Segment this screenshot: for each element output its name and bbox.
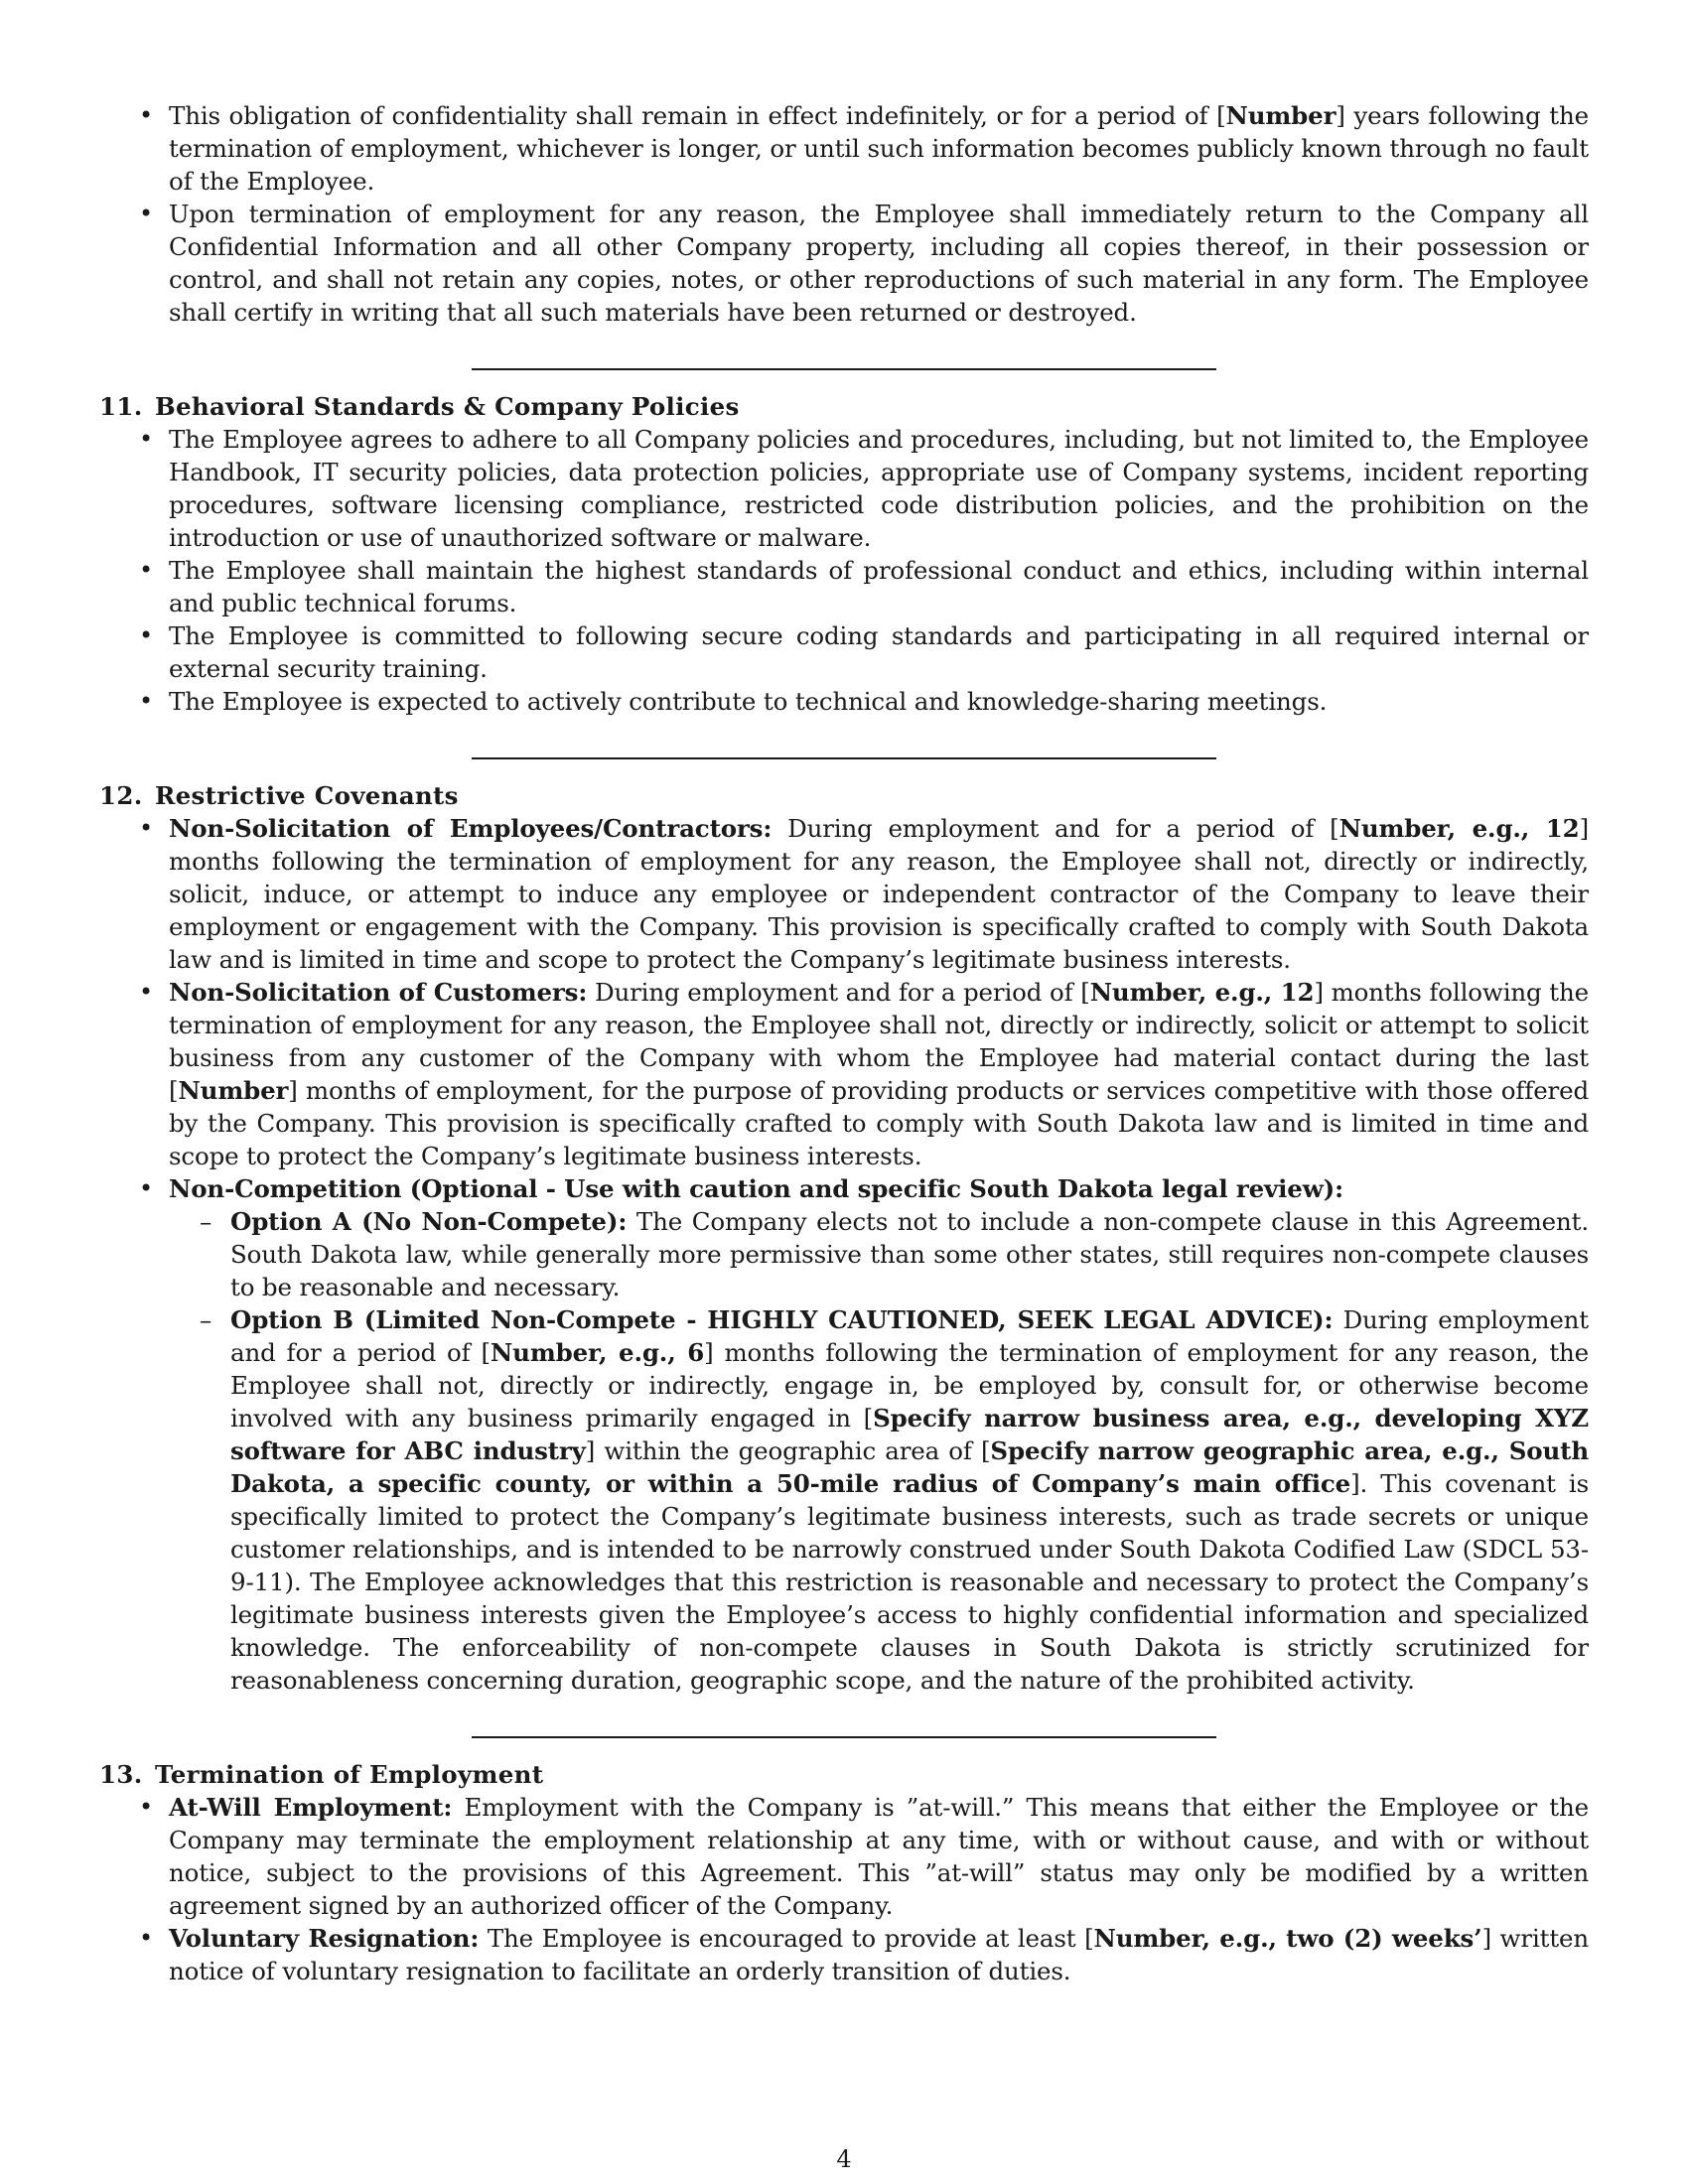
section-11-bullet-list <box>99 423 1589 718</box>
non-compete-options-list <box>169 1205 1589 1697</box>
section-12-bullet-list <box>99 812 1589 1697</box>
list-item: – Option A (No Non-Compete): The Company elects not to include a non-compete clause in this Agreement. South Dakota law, while generally more permissive than some other states, still requires non-compete clauses to be reasonable and necessary. <box>230 1205 1589 1303</box>
section-13-heading <box>99 1758 1589 1791</box>
list-item: • Non-Solicitation of Employees/Contractors: During employment and for a period of [Number, e.g., 12] months following the termination of employment for any reason, the Employee shall not, directly or indirectly, solicit, induce, or attempt to induce any employee or independent contractor of the Company to leave their employment or engagement with the Company. This provision is specifically crafted to comply with South Dakota law and is limited in time and scope to protect the Company’s legitimate business interests. <box>169 812 1589 976</box>
list-item: • The Employee agrees to adhere to all Company policies and procedures, including, but not limited to, the Employee Handbook, IT security policies, data protection policies, appropriate use of Company systems, incident reporting procedures, software licensing compliance, restricted code distribution policies, and the prohibition on the introduction or use of unauthorized software or malware. <box>169 423 1589 554</box>
list-item: – Option B (Limited Non-Compete - HIGHLY CAUTIONED, SEEK LEGAL ADVICE): During employment and for a period of [Number, e.g., 6] months following the termination of employment for any reason, the Employee shall not, directly or indirectly, engage in, be employed by, consult for, or otherwise become involved with any business primarily engaged in [Specify narrow business area, e.g., developing XYZ software for ABC industry] within the geographic area of [Specify narrow geographic area, e.g., South Dakota, a specific county, or within a 50-mile radius of Company’s main office]. This covenant is specifically limited to protect the Company’s legitimate business interests, such as trade secrets or unique customer relationships, and is intended to be narrowly construed under South Dakota Codified Law (SDCL 53-9-11). The Employee acknowledges that this restriction is reasonable and necessary to protect the Company’s legitimate business interests given the Employee’s access to highly confidential information and specialized knowledge. The enforceability of non-compete clauses in South Dakota is strictly scrutinized for reasonableness concerning duration, geographic scope, and the nature of the prohibited activity. <box>230 1303 1589 1697</box>
list-item: • The Employee is expected to actively contribute to technical and knowledge-sharing meetings. <box>169 685 1589 718</box>
section-12-heading <box>99 779 1589 812</box>
page-number: 4 <box>836 2145 852 2173</box>
list-item: • This obligation of confidentiality shall remain in effect indefinitely, or for a period of [Number] years following the termination of employment, whichever is longer, or until such information becomes publicly known through no fault of the Employee. <box>169 99 1589 198</box>
section-title: Restrictive Covenants <box>155 781 459 810</box>
section-divider <box>472 1736 1216 1738</box>
section-13-bullet-list <box>99 1791 1589 1987</box>
list-item: • The Employee shall maintain the highest standards of professional conduct and ethics, including within internal and public technical forums. <box>169 554 1589 619</box>
section-number: 11. <box>99 392 143 421</box>
section-title: Behavioral Standards & Company Policies <box>155 392 740 421</box>
section-number: 13. <box>99 1760 143 1789</box>
page-content <box>99 99 1589 1987</box>
confidentiality-bullet-list <box>99 99 1589 329</box>
section-11-heading <box>99 390 1589 423</box>
list-item: • Non-Competition (Optional - Use with caution and specific South Dakota legal review): – Option A (No Non-Compete): The Company elects not to include a non-compete clause in this Agreement. South Dakota law, while generally more permissive than some other states, still requires non-compete clauses to be reasonable and necessary. – Option B (Limited Non-Compete - HIGHLY CAUTIONED, SEEK LEGAL ADVICE): During employment and for a period of [Number, e.g., 6] months following the termination of employment for any reason, the Employee shall not, directly or indirectly, engage in, be employed by, consult for, or otherwise become involved with any business primarily engaged in [Specify narrow business area, e.g., developing XYZ software for ABC industry] within the geographic area of [Specify narrow geographic area, e.g., South Dakota, a specific county, or within a 50-mile radius of Company’s main office]. This covenant is specifically limited to protect the Company’s legitimate business interests, such as trade secrets or unique customer relationships, and is intended to be narrowly construed under South Dakota Codified Law (SDCL 53-9-11). The Employee acknowledges that this restriction is reasonable and necessary to protect the Company’s legitimate business interests given the Employee’s access to highly confidential information and specialized knowledge. The enforceability of non-compete clauses in South Dakota is strictly scrutinized for reasonableness concerning duration, geographic scope, and the nature of the prohibited activity. <box>169 1172 1589 1697</box>
list-item: • At-Will Employment: Employment with the Company is ”at-will.” This means that either the Employee or the Company may terminate the employment relationship at any time, with or without cause, and with or without notice, subject to the provisions of this Agreement. This ”at-will” status may only be modified by a written agreement signed by an authorized officer of the Company. <box>169 1791 1589 1922</box>
section-divider <box>472 757 1216 759</box>
list-item: • The Employee is committed to following secure coding standards and participating in all required internal or external security training. <box>169 619 1589 685</box>
list-item: • Upon termination of employment for any reason, the Employee shall immediately return to the Company all Confidential Information and all other Company property, including all copies thereof, in their possession or control, and shall not retain any copies, notes, or other reproductions of such material in any form. The Employee shall certify in writing that all such materials have been returned or destroyed. <box>169 198 1589 329</box>
section-title: Termination of Employment <box>155 1760 544 1789</box>
section-divider <box>472 368 1216 370</box>
section-number: 12. <box>99 781 143 810</box>
list-item: • Voluntary Resignation: The Employee is encouraged to provide at least [Number, e.g., two (2) weeks’] written notice of voluntary resignation to facilitate an orderly transition of duties. <box>169 1922 1589 1987</box>
list-item: • Non-Solicitation of Customers: During employment and for a period of [Number, e.g., 12] months following the termination of employment for any reason, the Employee shall not, directly or indirectly, solicit or attempt to solicit business from any customer of the Company with whom the Employee had material contact during the last [Number] months of employment, for the purpose of providing products or services competitive with those offered by the Company. This provision is specifically crafted to comply with South Dakota law and is limited in time and scope to protect the Company’s legitimate business interests. <box>169 976 1589 1172</box>
